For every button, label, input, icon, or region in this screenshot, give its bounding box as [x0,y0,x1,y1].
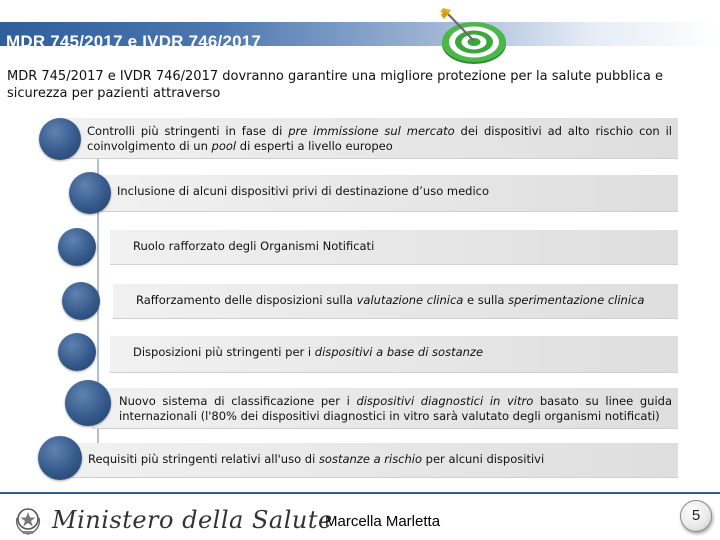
text-segment: Rafforzamento delle disposizioni sulla [136,293,357,307]
italic-text: pre immissione sul mercato [288,124,455,138]
list-item [92,175,678,212]
list-item-text [92,388,678,424]
text-segment: Nuovo sistema di classificazione per i [119,394,357,408]
list-item [110,336,678,373]
text-segment: Inclusione di alcuni dispositivi privi di destinazione d’uso medico [117,184,490,198]
list-bullet [39,118,81,160]
list-item [110,230,678,265]
text-segment: Ruolo rafforzato degli Organismi Notificati [133,239,375,253]
text-segment: e sulla [463,293,509,307]
target-with-arrow-icon [432,4,512,66]
italic-text: sperimentazione clinica [508,293,645,307]
text-segment: di esperti a livello europeo [236,139,393,153]
italic-text: sostanze a rischio [318,452,423,466]
list-item-text [62,118,678,154]
text-segment: per alcuni dispositivi [422,452,545,466]
author-name: Marcella Marletta [325,513,441,530]
list-item-text [62,443,678,467]
italic-text: valutazione clinica [356,293,464,307]
text-segment: Requisiti più stringenti relativi all'uso di [88,452,319,466]
list-item [92,388,678,429]
list-bullet [69,172,111,214]
list-bullet [62,282,100,320]
text-segment: basato su linee guida internazionali (l'80% dei dispositivi diagnostici in vitro sarà valutato degli organismi notificati) [119,394,672,423]
list-bullet [38,436,82,480]
italian-republic-emblem-icon [12,504,44,536]
list-item-text [92,175,678,199]
list-bullet [58,333,96,371]
list-item [62,443,678,478]
italic-text: pool [211,139,237,153]
list-item-text [110,336,678,360]
list-item-text [113,284,678,308]
ministry-logo-text: Ministero della Salute [52,506,333,534]
footer-line [0,492,720,494]
text-segment: Controlli più stringenti in fase di [87,124,289,138]
list-bullet [58,228,96,266]
page-number: 5 [680,500,712,532]
italic-text: dispositivi a base di sostanze [314,345,484,359]
text-segment: Disposizioni più stringenti per i [133,345,315,359]
list-item-text [110,230,678,254]
text-segment: dei dispositivi ad alto rischio con il coinvolgimento di un [87,124,672,153]
italic-text: dispositivi diagnostici in vitro [356,394,534,408]
header-band [0,0,720,58]
list-item [113,284,678,319]
intro-text: MDR 745/2017 e IVDR 746/2017 dovranno garantire una migliore protezione per la salute pubblica e sicurezza per pazienti attraverso [7,69,663,101]
slide-title: MDR 745/2017 e IVDR 746/2017 [6,32,262,51]
list-item [62,118,678,159]
list-bullet [65,380,111,426]
